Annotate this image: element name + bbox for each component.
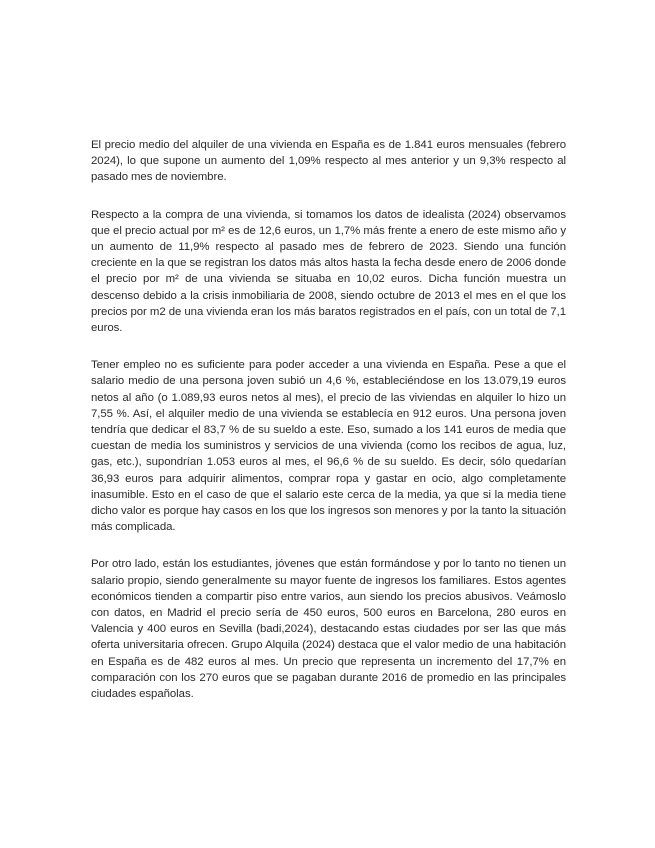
paragraph-youth-employment: Tener empleo no es suficiente para poder acceder a una vivienda en España. Pese a que el salario medio de una persona joven subió un 4,6 %, estableciéndose en los 13.079,19 euros netos al año (o 1.089,93 euros netos al mes), el precio de las viviendas en alquiler lo hizo un 7,55 %. Así, el alquiler medio de una vivienda se establecía en 912 euros. Una persona joven tendría que dedicar el 83,7 % de su sueldo a este. Eso, sumado a los 141 euros de media que cuestan de media los suministros y servicios de una vivienda (como los recibos de agua, luz, gas, etc.), supondrían 1.053 euros al mes, el 96,6 % de su sueldo. Es decir, sólo quedarían 36,93 euros para adquirir alimentos, comprar ropa y gastar en ocio, algo completamente inasumible. Esto en el caso de que el salario este cerca de la media, ya que si la media tiene dicho valor es porque hay casos en los que los ingresos son menores y por la tanto la situación más complicada. <box>91 359 566 534</box>
paragraph-purchase-price: Respecto a la compra de una vivienda, si tomamos los datos de idealista (2024) observamos que el precio actual por m² es de 12,6 euros, un 1,7% más frente a enero de este mismo año y un aumento de 11,9% respecto al pasado mes de febrero de 2023. Siendo una función creciente en la que se registran los datos más altos hasta la fecha desde enero de 2006 donde el precio por m² de una vivienda se situaba en 10,02 euros. Dicha función muestra un descenso debido a la crisis inmobiliaria de 2008, siendo octubre de 2013 el mes en el que los precios por m2 de una vivienda eran los más baratos registrados en el país, con un total de 7,1 euros. <box>91 208 566 335</box>
paragraph-rental-price: El precio medio del alquiler de una vivienda en España es de 1.841 euros mensuales (febrero 2024), lo que supone un aumento del 1,09% respecto al mes anterior y un 9,3% respecto al pasado mes de noviembre. <box>91 139 566 184</box>
paragraph-students: Por otro lado, están los estudiantes, jóvenes que están formándose y por lo tanto no tienen un salario propio, siendo generalmente su mayor fuente de ingresos los familiares. Estos agentes económicos tienden a compartir piso entre varios, aun siendo los precios abusivos. Veámoslo con datos, en Madrid el precio sería de 450 euros, 500 euros en Barcelona, 280 euros en Valencia y 400 euros en Sevilla (badi,2024), destacando estas ciudades por ser las que más oferta universitaria ofrecen. Grupo Alquila (2024) destaca que el valor medio de una habitación en España es de 482 euros al mes. Un precio que representa un incremento del 17,7% en comparación con los 270 euros que se pagaban durante 2016 de promedio en las principales ciudades españolas. <box>91 558 566 701</box>
document-body <box>91 137 566 702</box>
